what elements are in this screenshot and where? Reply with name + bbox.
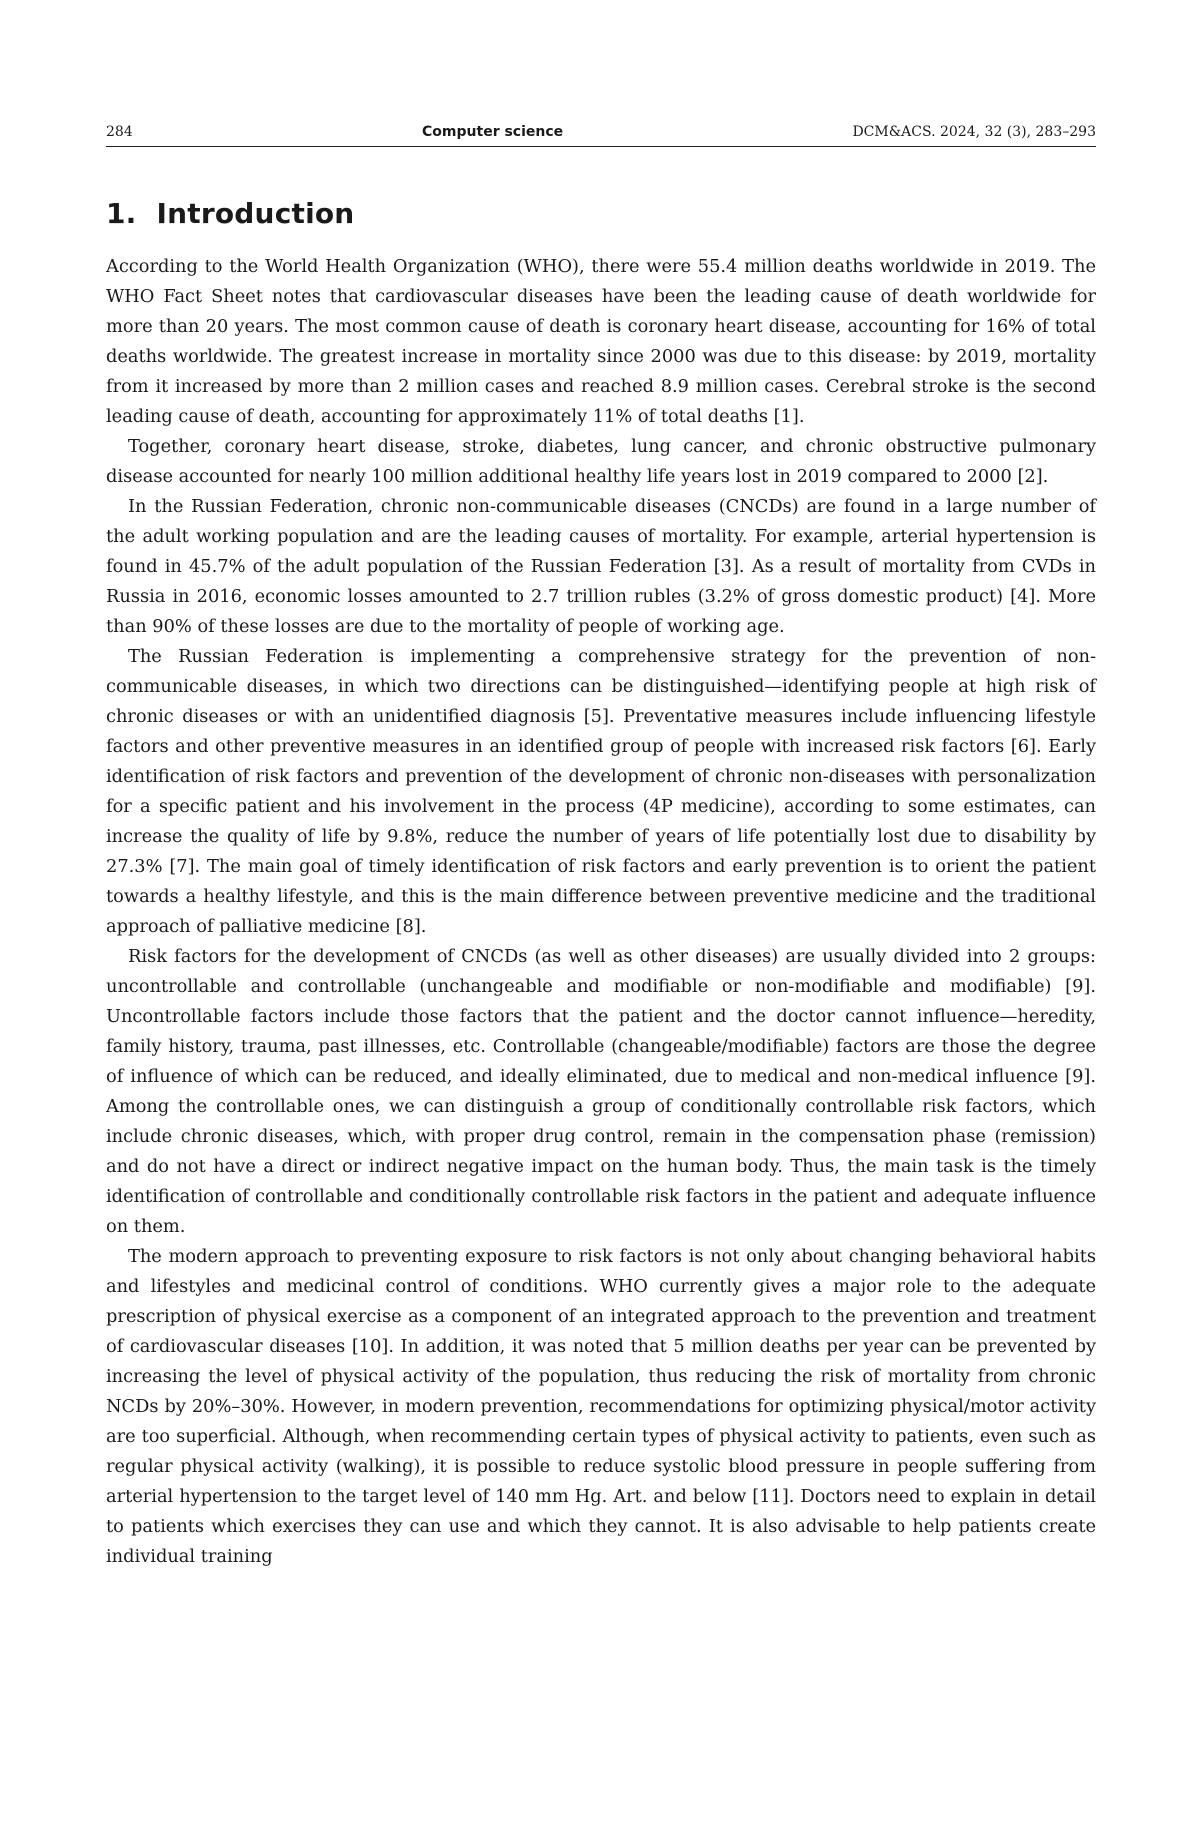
paragraph: According to the World Health Organization (WHO), there were 55.4 million deaths worldwide in 2019. The WHO Fact Sheet notes that cardiovascular diseases have been the leading cause of death worldwide for more than 20 years. The most common cause of death is coronary heart disease, accounting for 16% of total deaths worldwide. The greatest increase in mortality since 2000 was due to this disease: by 2019, mortality from it increased by more than 2 million cases and reached 8.9 million cases. Cerebral stroke is the second leading cause of death, accounting for approximately 11% of total deaths [1].: [106, 256, 1096, 427]
journal-reference: DCM&ACS. 2024, 32 (3), 283–293: [852, 124, 1096, 140]
section-title: Introduction: [156, 197, 355, 230]
paragraph: The modern approach to preventing exposure to risk factors is not only about changing behavioral habits and lifestyles and medicinal control of conditions. WHO currently gives a major role to the adequate prescription of physical exercise as a component of an integrated approach to the prevention and treatment of cardiovascular diseases [10]. In addition, it was noted that 5 million deaths per year can be prevented by increasing the level of physical activity of the population, thus reducing the risk of mortality from chronic NCDs by 20%–30%. However, in modern prevention, recommendations for optimizing physical/motor activity are too superficial. Although, when recommending certain types of physical activity to patients, even such as regular physical activity (walking), it is possible to reduce systolic blood pressure in people suffering from arterial hypertension to the target level of 140 mm Hg. Art. and below [11]. Doctors need to explain in detail to patients which exercises they can use and which they cannot. It is also advisable to help patients create individual training: [106, 1246, 1096, 1567]
page-number: 284: [106, 124, 133, 140]
paragraph: The Russian Federation is implementing a comprehensive strategy for the prevention of non-communicable diseases, in which two directions can be distinguished—identifying people at high risk of chronic diseases or with an unidentified diagnosis [5]. Preventative measures include influencing lifestyle factors and other preventive measures in an identified group of people with increased risk factors [6]. Early identification of risk factors and prevention of the development of chronic non-diseases with personalization for a specific patient and his involvement in the process (4P medicine), according to some estimates, can increase the quality of life by 9.8%, reduce the number of years of life potentially lost due to disability by 27.3% [7]. The main goal of timely identification of risk factors and early prevention is to orient the patient towards a healthy lifestyle, and this is the main difference between preventive medicine and the traditional approach of palliative medicine [8].: [106, 646, 1096, 937]
section-number: 1.: [106, 197, 137, 230]
section-heading: [106, 197, 1096, 230]
running-header: [106, 124, 1096, 147]
paragraph: In the Russian Federation, chronic non-communicable diseases (CNCDs) are found in a large number of the adult working population and are the leading causes of mortality. For example, arterial hypertension is found in 45.7% of the adult population of the Russian Federation [3]. As a result of mortality from CVDs in Russia in 2016, economic losses amounted to 2.7 trillion rubles (3.2% of gross domestic product) [4]. More than 90% of these losses are due to the mortality of people of working age.: [106, 496, 1096, 637]
body-text: [106, 252, 1096, 1572]
running-section-name: Computer science: [422, 124, 564, 140]
page: [106, 124, 1096, 1572]
paragraph: Risk factors for the development of CNCDs (as well as other diseases) are usually divided into 2 groups: uncontrollable and controllable (unchangeable and modifiable or non-modifiable and modifiable) [9]. Uncontrollable factors include those factors that the patient and the doctor cannot influence—heredity, family history, trauma, past illnesses, etc. Controllable (changeable/modifiable) factors are those the degree of influence of which can be reduced, and ideally eliminated, due to medical and non-medical influence [9]. Among the controllable ones, we can distinguish a group of conditionally controllable risk factors, which include chronic diseases, which, with proper drug control, remain in the compensation phase (remission) and do not have a direct or indirect negative impact on the human body. Thus, the main task is the timely identification of controllable and conditionally controllable risk factors in the patient and adequate influence on them.: [106, 946, 1096, 1237]
paragraph: Together, coronary heart disease, stroke, diabetes, lung cancer, and chronic obstructive pulmonary disease accounted for nearly 100 million additional healthy life years lost in 2019 compared to 2000 [2].: [106, 436, 1096, 487]
